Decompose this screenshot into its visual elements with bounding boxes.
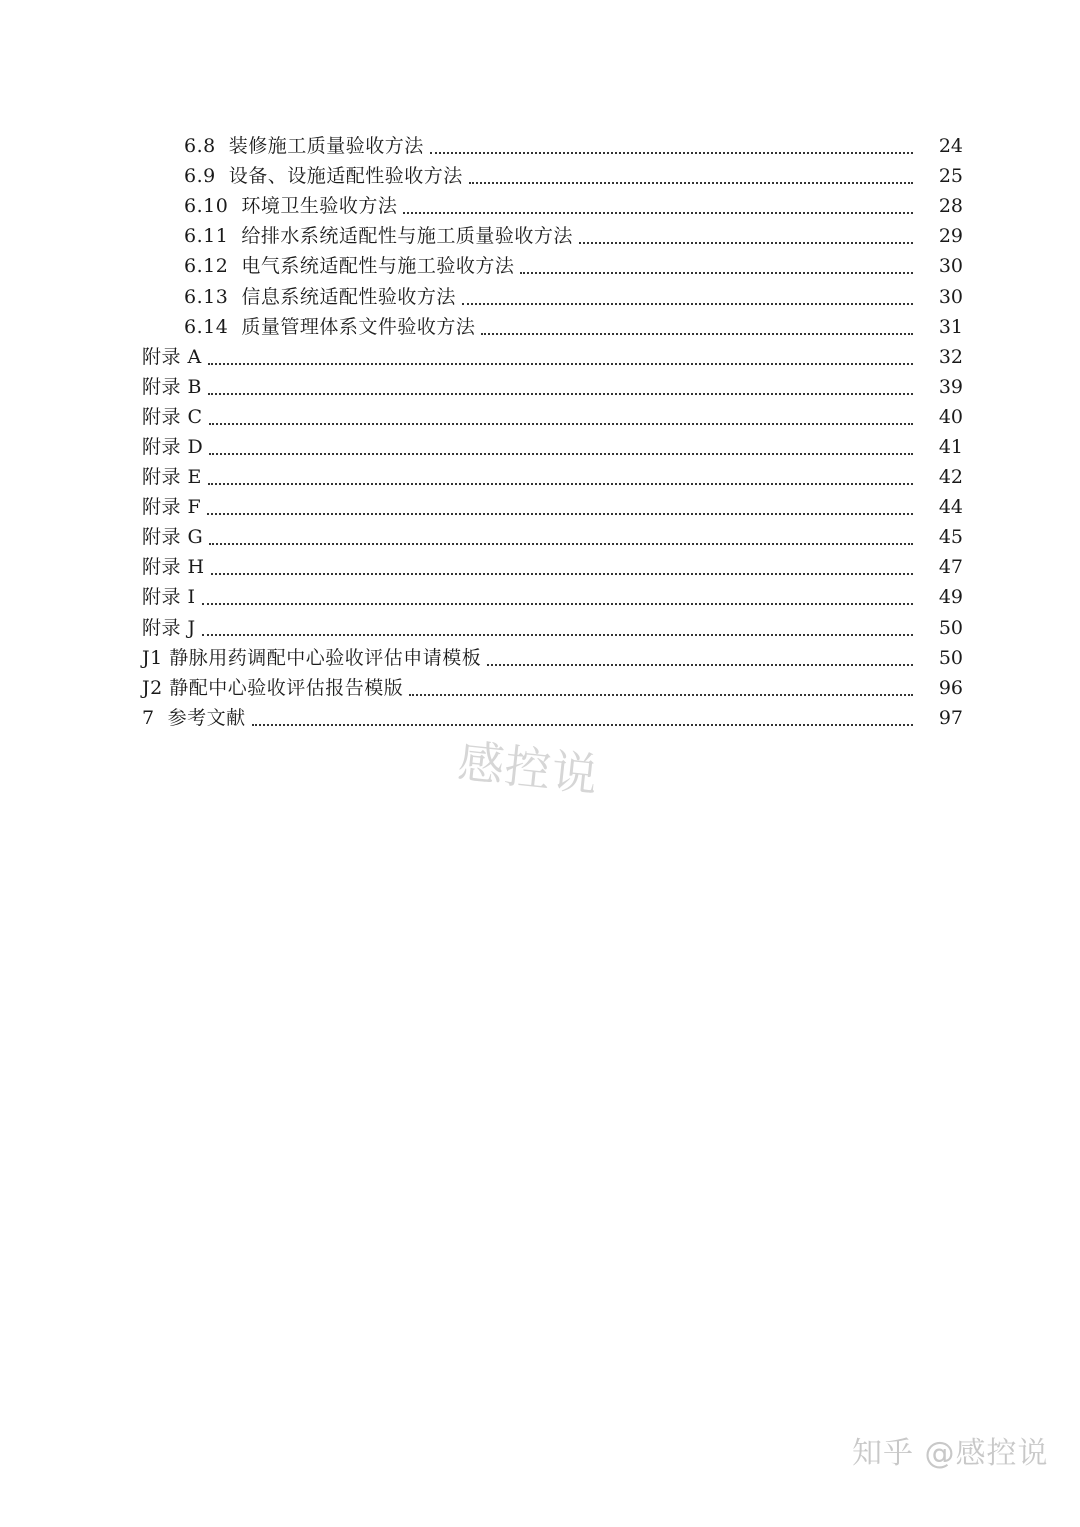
toc-entry[interactable] bbox=[0, 432, 1080, 462]
toc-entry-page: 39 bbox=[938, 375, 963, 398]
toc-entry[interactable] bbox=[0, 643, 1080, 673]
toc-entry[interactable] bbox=[0, 131, 1080, 161]
toc-entry-page: 42 bbox=[938, 466, 963, 489]
dot-leader bbox=[487, 664, 913, 666]
toc-entry-title: J2 静配中心验收评估报告模版 bbox=[142, 676, 404, 699]
dot-leader bbox=[208, 393, 913, 395]
dot-leader bbox=[208, 483, 913, 485]
toc-entry-page: 24 bbox=[938, 135, 963, 158]
toc-entry-title: 附录 G bbox=[142, 526, 204, 549]
dot-leader bbox=[209, 543, 913, 545]
toc-entry-title: 6.13 信息系统适配性验收方法 bbox=[184, 285, 456, 308]
toc-entry-page: 25 bbox=[938, 165, 963, 188]
toc-entry-page: 50 bbox=[938, 646, 963, 669]
dot-leader bbox=[209, 453, 913, 455]
dot-leader bbox=[462, 303, 913, 305]
dot-leader bbox=[469, 182, 913, 184]
toc-entry[interactable] bbox=[0, 522, 1080, 552]
toc-entry-title: 附录 I bbox=[142, 586, 196, 609]
toc-entry[interactable] bbox=[0, 281, 1080, 311]
toc-entry-page: 49 bbox=[938, 586, 963, 609]
toc-entry-page: 50 bbox=[938, 616, 963, 639]
toc-entry-title: 附录 C bbox=[142, 405, 203, 428]
dot-leader bbox=[409, 694, 913, 696]
toc-entry-title: 附录 J bbox=[142, 616, 196, 639]
toc-entry-title: 附录 E bbox=[142, 466, 202, 489]
dot-leader bbox=[202, 603, 913, 605]
dot-leader bbox=[520, 272, 913, 274]
toc-entry[interactable] bbox=[0, 703, 1080, 733]
toc-entry-title: 6.14 质量管理体系文件验收方法 bbox=[184, 315, 476, 338]
toc-entry[interactable] bbox=[0, 191, 1080, 221]
toc-entry-title: 附录 B bbox=[142, 375, 203, 398]
toc-entry-page: 96 bbox=[938, 676, 963, 699]
watermark: 感控说 bbox=[455, 733, 602, 803]
dot-leader bbox=[403, 212, 913, 214]
toc-entry-page: 30 bbox=[938, 285, 963, 308]
toc-entry-page: 97 bbox=[938, 706, 963, 729]
dot-leader bbox=[430, 152, 913, 154]
toc-entry[interactable] bbox=[0, 372, 1080, 402]
toc-entry[interactable] bbox=[0, 582, 1080, 612]
toc-entry-page: 30 bbox=[938, 255, 963, 278]
toc-entry[interactable] bbox=[0, 161, 1080, 191]
toc-entry[interactable] bbox=[0, 552, 1080, 582]
dot-leader bbox=[207, 513, 913, 515]
toc-entry[interactable] bbox=[0, 462, 1080, 492]
dot-leader bbox=[579, 242, 913, 244]
toc-entry-title: 附录 H bbox=[142, 556, 205, 579]
toc-entry[interactable] bbox=[0, 251, 1080, 281]
toc-entry-title: 7 参考文献 bbox=[142, 706, 246, 729]
dot-leader bbox=[209, 423, 913, 425]
toc-entry-page: 31 bbox=[938, 315, 963, 338]
toc-entry-page: 41 bbox=[938, 435, 963, 458]
toc-entry[interactable] bbox=[0, 673, 1080, 703]
dot-leader bbox=[481, 333, 913, 335]
toc-entry[interactable] bbox=[0, 402, 1080, 432]
toc-entry-page: 40 bbox=[938, 405, 963, 428]
toc-entry-title: J1 静脉用药调配中心验收评估申请模板 bbox=[142, 646, 482, 669]
toc-entry-title: 6.10 环境卫生验收方法 bbox=[184, 195, 398, 218]
toc-entry-page: 45 bbox=[938, 526, 963, 549]
toc-entry-page: 28 bbox=[938, 195, 963, 218]
dot-leader bbox=[202, 634, 913, 636]
toc-entry[interactable] bbox=[0, 492, 1080, 522]
footer-watermark: 知乎 @感控说 bbox=[852, 1436, 1049, 1471]
toc-entry-title: 附录 F bbox=[142, 496, 202, 519]
dot-leader bbox=[252, 724, 913, 726]
toc-entry-page: 32 bbox=[938, 345, 963, 368]
toc-entry[interactable] bbox=[0, 613, 1080, 643]
toc-entry-page: 47 bbox=[938, 556, 963, 579]
toc-entry-title: 6.12 电气系统适配性与施工验收方法 bbox=[184, 255, 515, 278]
toc-entry[interactable] bbox=[0, 221, 1080, 251]
toc-entry[interactable] bbox=[0, 342, 1080, 372]
toc-entry-page: 29 bbox=[938, 225, 963, 248]
table-of-contents bbox=[0, 131, 1080, 733]
toc-entry[interactable] bbox=[0, 312, 1080, 342]
toc-entry-title: 附录 A bbox=[142, 345, 202, 368]
toc-entry-page: 44 bbox=[938, 496, 963, 519]
toc-entry-title: 6.9 设备、设施适配性验收方法 bbox=[184, 165, 463, 188]
toc-entry-title: 附录 D bbox=[142, 435, 204, 458]
dot-leader bbox=[211, 573, 913, 575]
dot-leader bbox=[208, 363, 913, 365]
toc-entry-title: 6.8 装修施工质量验收方法 bbox=[184, 135, 424, 158]
toc-entry-title: 6.11 给排水系统适配性与施工质量验收方法 bbox=[184, 225, 573, 248]
